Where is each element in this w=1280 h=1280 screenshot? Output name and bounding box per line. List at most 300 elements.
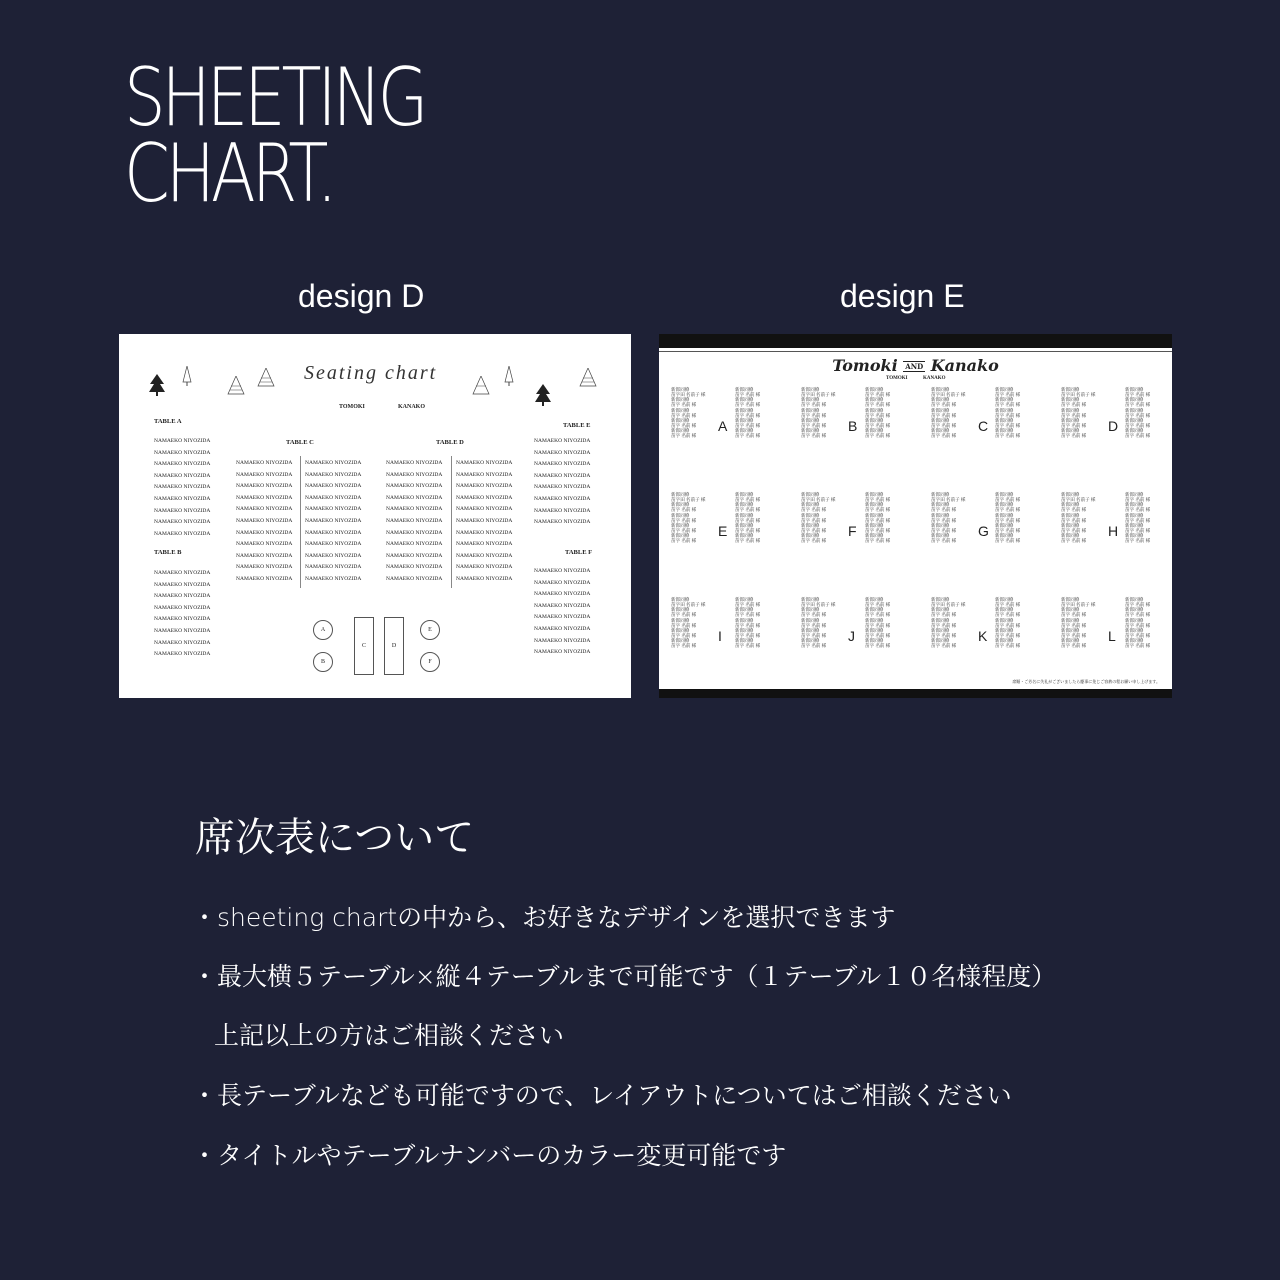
guest-name: NAMAEKO NIYOZIDA (386, 483, 443, 490)
guest-title: 新郎同僚 (671, 638, 690, 644)
guest-name: 苗字 名前 様 (931, 538, 957, 544)
guest-title: 新郎同僚 (1061, 638, 1080, 644)
guest-name: NAMAEKO NIYOZIDA (456, 517, 513, 524)
pine-tree-icon (535, 384, 551, 406)
guest-name: 苗字 名前 様 (865, 528, 891, 534)
guest-name: 苗字 名前 様 (1125, 412, 1151, 418)
guest-column (931, 597, 965, 649)
table-d-guests-left (386, 458, 442, 586)
table-b-guests (154, 568, 210, 661)
guest-title: 新郎同僚 (995, 617, 1014, 623)
guest-title: 新郎同僚 (671, 627, 690, 633)
guest-name: NAMAEKO NIYOZIDA (154, 616, 211, 623)
guest-name: 苗字田 名前子 様 (801, 392, 836, 398)
guest-name: NAMAEKO NIYOZIDA (305, 471, 362, 478)
guest-name: 苗字田 名前子 様 (1061, 602, 1096, 608)
guest-title: 新郎同僚 (735, 522, 754, 528)
guest-name: 苗字 名前 様 (1061, 528, 1087, 534)
table-letter: F (848, 523, 857, 539)
guest-name: 苗字 名前 様 (1125, 612, 1151, 618)
guest-name: 苗字 名前 様 (931, 622, 957, 628)
guest-name: 苗字 名前 様 (995, 392, 1021, 398)
guest-name: 苗字 名前 様 (801, 538, 827, 544)
guest-name: 苗字 名前 様 (1125, 633, 1151, 639)
bullet-design-choice: ・sheeting chartの中から、お好きなデザインを選択できます (192, 903, 896, 932)
guest-name: 苗字 名前 様 (995, 433, 1021, 439)
guest-title: 新郎同僚 (735, 397, 754, 403)
guest-name: NAMAEKO NIYOZIDA (154, 581, 211, 588)
and-badge: AND (905, 362, 924, 371)
guest-name: NAMAEKO NIYOZIDA (386, 517, 443, 524)
guest-title: 新郎同僚 (865, 502, 884, 508)
guest-title: 新郎同僚 (801, 407, 820, 413)
table-letter: H (1108, 523, 1119, 539)
guest-title: 新郎同僚 (995, 607, 1014, 613)
table-letter: E (718, 523, 728, 539)
guest-title: 新郎同僚 (801, 492, 820, 497)
guest-title: 新郎同僚 (671, 417, 690, 423)
table-letter: G (978, 523, 989, 539)
guest-name: NAMAEKO NIYOZIDA (154, 438, 211, 444)
guest-title: 新郎同僚 (931, 417, 950, 423)
guest-title: 新郎同僚 (995, 387, 1014, 392)
tree-icon (257, 368, 275, 390)
guest-title: 新郎同僚 (865, 597, 884, 602)
guest-name: 苗字 名前 様 (735, 538, 761, 544)
guest-title: 新郎同僚 (1125, 512, 1144, 518)
guest-title: 新郎同僚 (931, 397, 950, 403)
guest-title: 新郎同僚 (735, 617, 754, 623)
design-e-label: design E (840, 278, 965, 314)
guest-name: NAMAEKO NIYOZIDA (154, 449, 211, 456)
guest-name: 苗字 名前 様 (1061, 612, 1087, 618)
guest-title: 新郎同僚 (671, 407, 690, 413)
guest-title: 新郎同僚 (995, 522, 1014, 528)
guest-name: 苗字 名前 様 (735, 433, 761, 439)
guest-name: NAMAEKO NIYOZIDA (236, 494, 293, 501)
table-letter: J (848, 628, 855, 644)
guest-name: NAMAEKO NIYOZIDA (236, 483, 293, 490)
guest-column (735, 387, 760, 439)
guest-name: NAMAEKO NIYOZIDA (236, 575, 293, 582)
guest-column (1125, 597, 1150, 649)
guest-title: 新郎同僚 (1061, 417, 1080, 423)
guest-name: 苗字 名前 様 (865, 392, 891, 398)
tree-icon (227, 376, 245, 398)
pine-tree-icon (149, 374, 165, 396)
guest-name: NAMAEKO NIYOZIDA (534, 472, 591, 479)
guest-title: 新郎同僚 (931, 492, 950, 497)
guest-name: NAMAEKO NIYOZIDA (456, 506, 513, 513)
guest-title: 新郎同僚 (801, 417, 820, 423)
guest-name: 苗字 名前 様 (1125, 622, 1151, 628)
guest-name: 苗字 名前 様 (1125, 538, 1151, 544)
guest-title: 新郎同僚 (931, 617, 950, 623)
guest-name: NAMAEKO NIYOZIDA (154, 484, 211, 491)
guest-title: 新郎同僚 (801, 387, 820, 392)
guest-name: 苗字 名前 様 (865, 402, 891, 408)
table-b-label: TABLE B (154, 549, 182, 556)
bride-script: Kanako (930, 356, 999, 375)
guest-title: 新郎同僚 (1061, 428, 1080, 434)
guest-name: NAMAEKO NIYOZIDA (236, 471, 293, 478)
guest-name: 苗字 名前 様 (931, 412, 957, 418)
guest-name: NAMAEKO NIYOZIDA (305, 529, 362, 536)
guest-title: 新郎同僚 (865, 512, 884, 518)
guest-name: 苗字 名前 様 (931, 507, 957, 513)
guest-name: 苗字 名前 様 (995, 412, 1021, 418)
guest-column (735, 597, 760, 649)
guest-column (995, 387, 1020, 439)
guest-title: 新郎同僚 (931, 627, 950, 633)
guest-name: 苗字 名前 様 (801, 633, 827, 639)
guest-name: 苗字 名前 様 (1125, 602, 1151, 608)
guest-name: NAMAEKO NIYOZIDA (305, 483, 362, 490)
guest-title: 新郎同僚 (1125, 617, 1144, 623)
table-c-divider (300, 456, 301, 588)
guest-title: 新郎同僚 (1125, 627, 1144, 633)
table-d-label: TABLE D (436, 439, 464, 446)
guest-name: NAMAEKO NIYOZIDA (456, 564, 513, 571)
guest-name: 苗字 名前 様 (995, 497, 1021, 503)
guest-name: 苗字 名前 様 (1125, 433, 1151, 439)
guest-title: 新郎同僚 (995, 407, 1014, 413)
guest-name: NAMAEKO NIYOZIDA (154, 530, 211, 537)
guest-title: 新郎同僚 (671, 492, 690, 497)
guest-name: 苗字 名前 様 (735, 392, 761, 398)
layout-table-d: D (384, 617, 404, 675)
guest-title: 新郎同僚 (995, 638, 1014, 644)
guest-name: 苗字 名前 様 (671, 402, 697, 408)
guest-title: 新郎同僚 (671, 617, 690, 623)
guest-name: NAMAEKO NIYOZIDA (154, 495, 211, 502)
guest-name: 苗字 名前 様 (995, 622, 1021, 628)
guest-name: NAMAEKO NIYOZIDA (236, 517, 293, 524)
table-c-label: TABLE C (286, 439, 314, 446)
layout-table-b: B (313, 652, 333, 672)
guest-name: 苗字 名前 様 (801, 622, 827, 628)
design-d-label: design D (298, 278, 425, 314)
guest-title: 新郎同僚 (801, 522, 820, 528)
guest-title: 新郎同僚 (1125, 502, 1144, 508)
guest-title: 新郎同僚 (801, 597, 820, 602)
guest-name: 苗字 名前 様 (735, 602, 761, 608)
guest-name: 苗字 名前 様 (735, 402, 761, 408)
guest-title: 新郎同僚 (735, 533, 754, 539)
guest-name: 苗字 名前 様 (801, 528, 827, 534)
guest-column (995, 597, 1020, 649)
guest-title: 新郎同僚 (995, 397, 1014, 403)
guest-name: 苗字田 名前子 様 (1061, 497, 1096, 503)
guest-name: 苗字田 名前子 様 (671, 497, 706, 503)
guest-title: 新郎同僚 (865, 397, 884, 403)
guest-title: 新郎同僚 (671, 387, 690, 392)
guest-title: 新郎同僚 (931, 428, 950, 434)
layout-table-c: C (354, 617, 374, 675)
guest-title: 新郎同僚 (735, 638, 754, 644)
guest-column (1061, 492, 1095, 544)
guest-name: 苗字 名前 様 (931, 612, 957, 618)
guest-name: 苗字 名前 様 (931, 402, 957, 408)
guest-name: NAMAEKO NIYOZIDA (386, 460, 443, 466)
guest-name: 苗字 名前 様 (735, 622, 761, 628)
about-heading: 席次表について (195, 815, 475, 861)
guest-title: 新郎同僚 (735, 627, 754, 633)
guest-name: 苗字田 名前子 様 (801, 602, 836, 608)
guest-name: 苗字 名前 様 (801, 643, 827, 649)
guest-name: 苗字 名前 様 (1061, 402, 1087, 408)
guest-name: 苗字 名前 様 (671, 622, 697, 628)
guest-name: 苗字 名前 様 (1125, 643, 1151, 649)
guest-name: NAMAEKO NIYOZIDA (236, 541, 293, 548)
guest-name: NAMAEKO NIYOZIDA (236, 552, 293, 559)
guest-column (671, 387, 705, 439)
guest-title: 新郎同僚 (735, 417, 754, 423)
top-band (659, 334, 1172, 348)
guest-title: 新郎同僚 (801, 617, 820, 623)
guest-name: NAMAEKO NIYOZIDA (236, 506, 293, 513)
tree-icon (504, 366, 514, 386)
guest-name: NAMAEKO NIYOZIDA (386, 564, 443, 571)
guest-name: NAMAEKO NIYOZIDA (305, 541, 362, 548)
guest-name: 苗字 名前 様 (995, 507, 1021, 513)
guest-name: NAMAEKO NIYOZIDA (534, 579, 591, 586)
guest-name: NAMAEKO NIYOZIDA (456, 460, 513, 466)
guest-name: NAMAEKO NIYOZIDA (154, 604, 211, 611)
guest-name: 苗字 名前 様 (1125, 507, 1151, 513)
guest-column (801, 387, 835, 439)
guest-name: 苗字 名前 様 (1061, 433, 1087, 439)
guest-name: 苗字 名前 様 (1061, 517, 1087, 523)
guest-name: 苗字 名前 様 (931, 633, 957, 639)
guest-column (735, 492, 760, 544)
table-c-guests-right (305, 458, 361, 586)
guest-name: 苗字 名前 様 (931, 643, 957, 649)
guest-title: 新郎同僚 (995, 597, 1014, 602)
guest-title: 新郎同僚 (865, 607, 884, 613)
guest-name: NAMAEKO NIYOZIDA (154, 639, 211, 646)
table-letter: C (978, 418, 989, 434)
guest-name: NAMAEKO NIYOZIDA (534, 625, 591, 632)
groom-name: TOMOKI (886, 376, 908, 381)
guest-name: 苗字 名前 様 (865, 433, 891, 439)
guest-name: NAMAEKO NIYOZIDA (456, 483, 513, 490)
guest-title: 新郎同僚 (1061, 492, 1080, 497)
guest-column (865, 597, 890, 649)
guest-name: 苗字 名前 様 (801, 517, 827, 523)
guest-title: 新郎同僚 (671, 512, 690, 518)
guest-name: NAMAEKO NIYOZIDA (386, 541, 443, 548)
guest-name: 苗字 名前 様 (735, 412, 761, 418)
guest-name: 苗字田 名前子 様 (1061, 392, 1096, 398)
table-d-divider (451, 456, 452, 588)
guest-title: 新郎同僚 (931, 638, 950, 644)
bride-name: KANAKO (398, 404, 425, 410)
guest-name: NAMAEKO NIYOZIDA (534, 602, 591, 609)
table-c-guests-left (236, 458, 292, 586)
guest-title: 新郎同僚 (995, 417, 1014, 423)
guest-title: 新郎同僚 (865, 428, 884, 434)
guest-name: 苗字 名前 様 (735, 507, 761, 513)
guest-name: 苗字 名前 様 (671, 643, 697, 649)
guest-title: 新郎同僚 (865, 627, 884, 633)
guest-name: 苗字 名前 様 (1125, 528, 1151, 534)
bullet-max-tables-continued: 上記以上の方はご相談ください (214, 1021, 565, 1050)
guest-name: 苗字 名前 様 (801, 507, 827, 513)
title-line-1: SHEETING (124, 51, 425, 144)
guest-column (801, 597, 835, 649)
guest-name: 苗字 名前 様 (865, 497, 891, 503)
guest-name: NAMAEKO NIYOZIDA (456, 575, 513, 582)
guest-name: 苗字田 名前子 様 (931, 392, 966, 398)
guest-title: 新郎同僚 (801, 638, 820, 644)
guest-name: NAMAEKO NIYOZIDA (305, 552, 362, 559)
guest-name: 苗字田 名前子 様 (671, 602, 706, 608)
bullet-long-tables: ・長テーブルなども可能ですので、レイアウトについてはご相談ください (192, 1081, 1012, 1110)
guest-title: 新郎同僚 (865, 417, 884, 423)
guest-name: 苗字 名前 様 (995, 633, 1021, 639)
title-line-2: CHART. (124, 127, 334, 220)
guest-name: NAMAEKO NIYOZIDA (386, 552, 443, 559)
guest-title: 新郎同僚 (801, 428, 820, 434)
guest-name: 苗字 名前 様 (995, 643, 1021, 649)
guest-name: NAMAEKO NIYOZIDA (386, 471, 443, 478)
guest-title: 新郎同僚 (931, 522, 950, 528)
guest-name: 苗字 名前 様 (865, 622, 891, 628)
layout-table-e: E (420, 620, 440, 640)
guest-name: 苗字 名前 様 (1061, 507, 1087, 513)
guest-title: 新郎同僚 (1125, 597, 1144, 602)
guest-name: NAMAEKO NIYOZIDA (386, 529, 443, 536)
guest-name: NAMAEKO NIYOZIDA (236, 564, 293, 571)
guest-name: 苗字 名前 様 (995, 538, 1021, 544)
guest-name: 苗字 名前 様 (801, 433, 827, 439)
closing-note: 席順・ご芳名に失礼がございましたら慶事に免じご容赦の程お願い申し上げます。 (1012, 679, 1160, 684)
page-title (124, 51, 425, 220)
guest-name: NAMAEKO NIYOZIDA (154, 461, 211, 468)
guest-column (1125, 387, 1150, 439)
table-letter: D (1108, 418, 1119, 434)
guest-name: NAMAEKO NIYOZIDA (305, 575, 362, 582)
guest-name: 苗字 名前 様 (995, 423, 1021, 429)
guest-title: 新郎同僚 (801, 607, 820, 613)
guest-name: 苗字田 名前子 様 (931, 497, 966, 503)
guest-name: 苗字 名前 様 (931, 423, 957, 429)
guest-title: 新郎同僚 (1061, 387, 1080, 392)
guest-name: 苗字 名前 様 (671, 528, 697, 534)
table-letter: L (1108, 628, 1116, 644)
guest-title: 新郎同僚 (671, 397, 690, 403)
table-f-label: TABLE F (565, 549, 593, 556)
guest-title: 新郎同僚 (801, 533, 820, 539)
guest-name: 苗字田 名前子 様 (931, 602, 966, 608)
guest-name: 苗字 名前 様 (1061, 423, 1087, 429)
guest-title: 新郎同僚 (735, 502, 754, 508)
guest-column (801, 492, 835, 544)
guest-name: 苗字 名前 様 (995, 602, 1021, 608)
guest-title: 新郎同僚 (1125, 387, 1144, 392)
guest-title: 新郎同僚 (1125, 417, 1144, 423)
table-letter: B (848, 418, 858, 434)
guest-name: 苗字 名前 様 (735, 528, 761, 534)
guest-title: 新郎同僚 (1061, 533, 1080, 539)
guest-title: 新郎同僚 (735, 428, 754, 434)
guest-name: 苗字 名前 様 (671, 612, 697, 618)
bride-name: KANAKO (923, 376, 946, 381)
guest-name: 苗字 名前 様 (931, 528, 957, 534)
guest-name: 苗字 名前 様 (671, 423, 697, 429)
guest-name: 苗字 名前 様 (735, 633, 761, 639)
guest-title: 新郎同僚 (1125, 522, 1144, 528)
guest-title: 新郎同僚 (1061, 397, 1080, 403)
guest-name: NAMAEKO NIYOZIDA (154, 519, 211, 526)
bottom-band (659, 689, 1172, 698)
guest-title: 新郎同僚 (1061, 512, 1080, 518)
guest-title: 新郎同僚 (1061, 607, 1080, 613)
design-d-preview[interactable] (119, 334, 631, 698)
guest-title: 新郎同僚 (671, 597, 690, 602)
guest-title: 新郎同僚 (1125, 533, 1144, 539)
guest-column (671, 597, 705, 649)
layout-table-f: F (420, 652, 440, 672)
guest-name: NAMAEKO NIYOZIDA (236, 460, 293, 466)
guest-column (671, 492, 705, 544)
guest-name: NAMAEKO NIYOZIDA (305, 460, 362, 466)
guest-name: 苗字 名前 様 (801, 423, 827, 429)
guest-title: 新郎同僚 (671, 428, 690, 434)
guest-name: NAMAEKO NIYOZIDA (534, 591, 591, 598)
guest-name: NAMAEKO NIYOZIDA (305, 506, 362, 513)
guest-title: 新郎同僚 (931, 597, 950, 602)
table-a-guests (154, 436, 210, 540)
guest-title: 新郎同僚 (995, 512, 1014, 518)
guest-name: NAMAEKO NIYOZIDA (534, 649, 591, 656)
tree-icon (182, 366, 192, 386)
guest-column (1061, 387, 1095, 439)
guest-title: 新郎同僚 (865, 617, 884, 623)
guest-name: 苗字 名前 様 (671, 412, 697, 418)
table-a-label: TABLE A (154, 418, 182, 425)
table-e-guests (534, 436, 590, 529)
guest-name: NAMAEKO NIYOZIDA (154, 593, 211, 600)
top-rule (659, 351, 1172, 352)
guest-name: 苗字 名前 様 (1061, 643, 1087, 649)
guest-name: 苗字 名前 様 (931, 433, 957, 439)
guest-name: NAMAEKO NIYOZIDA (154, 472, 211, 479)
guest-title: 新郎同僚 (865, 492, 884, 497)
guest-title: 新郎同僚 (801, 512, 820, 518)
guest-title: 新郎同僚 (1061, 522, 1080, 528)
design-e-preview[interactable] (659, 334, 1172, 698)
guest-name: 苗字 名前 様 (865, 602, 891, 608)
guest-name: 苗字 名前 様 (1125, 423, 1151, 429)
guest-name: NAMAEKO NIYOZIDA (534, 637, 591, 644)
guest-name: 苗字 名前 様 (865, 633, 891, 639)
guest-name: 苗字 名前 様 (735, 517, 761, 523)
guest-title: 新郎同僚 (671, 502, 690, 508)
guest-name: NAMAEKO NIYOZIDA (456, 471, 513, 478)
guest-name: 苗字田 名前子 様 (801, 497, 836, 503)
guest-name: NAMAEKO NIYOZIDA (456, 541, 513, 548)
guest-name: 苗字 名前 様 (865, 412, 891, 418)
guest-name: 苗字 名前 様 (995, 517, 1021, 523)
guest-title: 新郎同僚 (1125, 397, 1144, 403)
guest-title: 新郎同僚 (735, 607, 754, 613)
guest-name: 苗字 名前 様 (671, 433, 697, 439)
guest-name: NAMAEKO NIYOZIDA (534, 614, 591, 621)
table-e-label: TABLE E (563, 422, 591, 429)
guest-name: 苗字 名前 様 (1125, 517, 1151, 523)
